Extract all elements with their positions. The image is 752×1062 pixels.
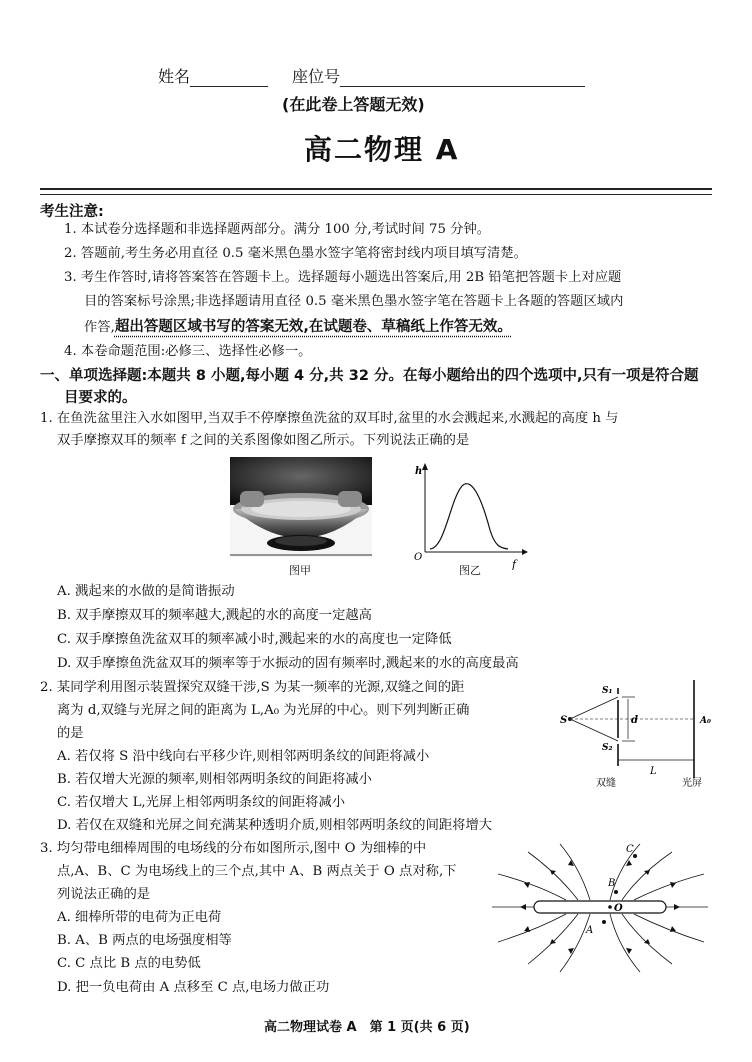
label-O: O	[614, 903, 623, 914]
section-heading: 一、单项选择题:本题共 8 小题,每小题 4 分,共 32 分。在每小题给出的四个选项中,只有一项是符合题	[40, 368, 699, 384]
point-O	[608, 905, 612, 909]
header-rule-thick	[40, 188, 712, 190]
q2-stem-end: 的是	[57, 726, 84, 741]
q3-stem-cont: 点,A、B、C 为电场线上的三个点,其中 A、B 两点关于 O 点对称,下	[57, 864, 457, 879]
fig-a-caption: 图甲	[289, 564, 311, 577]
instruction-emphasis: 超出答题区域书写的答案无效,在试题卷、草稿纸上作答无效。	[114, 319, 512, 335]
name-blank	[190, 68, 268, 87]
origin-label: O	[414, 552, 423, 563]
seat-field	[292, 64, 585, 87]
x-axis-arrow	[522, 549, 528, 555]
seat-label: 座位号	[292, 67, 341, 86]
q3-option-c: C. C 点比 B 点的电势低	[57, 956, 201, 971]
fig-b-caption: 图乙	[459, 564, 481, 577]
label-C: C	[626, 844, 634, 855]
label-S2: S₂	[602, 743, 613, 753]
q1-option-b: B. 双手摩擦双耳的频率越大,溅起的水的高度一定越高	[57, 608, 372, 623]
y-axis-arrow	[422, 463, 428, 470]
instruction-3-tail: 作答,	[84, 320, 115, 335]
resonance-curve	[430, 484, 508, 549]
q2-option-c: C. 若仅增大 L,光屏上相邻两明条纹的间距将减小	[57, 795, 346, 810]
resonance-graph	[400, 460, 530, 570]
label-A0: A₀	[700, 716, 711, 726]
label-L: L	[650, 766, 657, 777]
x-axis-label: f	[512, 558, 517, 570]
label-d: d	[631, 715, 638, 726]
page-title: 高二物理 A	[304, 133, 460, 166]
instruction-4: 4. 本卷命题范围:必修三、选择性必修一。	[64, 344, 312, 359]
label-B: B	[608, 878, 616, 889]
instructions-heading: 考生注意:	[40, 204, 104, 220]
page-footer: 高二物理试卷 A 第 1 页(共 6 页)	[264, 1020, 470, 1035]
q1-stem-cont: 双手摩擦双耳的频率 f 之间的关系图像如图乙所示。下列说法正确的是	[57, 433, 470, 448]
answer-notice: (在此卷上答题无效)	[282, 95, 425, 114]
point-B	[614, 890, 618, 894]
name-label: 姓名	[158, 67, 191, 86]
q2-option-a: A. 若仅将 S 沿中线向右平移少许,则相邻两明条纹的间距将减小	[57, 749, 430, 764]
section-heading-cont: 目要求的。	[64, 390, 137, 406]
label-A: A	[586, 925, 594, 936]
ray-upper	[570, 697, 618, 719]
q3-option-d: D. 把一负电荷由 A 点移至 C 点,电场力做正功	[57, 980, 330, 995]
q3-option-b: B. A、B 两点的电场强度相等	[57, 933, 232, 948]
charged-rod	[534, 901, 666, 913]
q3-option-a: A. 细棒所带的电荷为正电荷	[57, 910, 222, 925]
q3-stem-end: 列说法正确的是	[57, 887, 151, 902]
q1-stem: 1. 在鱼洗盆里注入水如图甲,当双手不停摩擦鱼洗盆的双耳时,盆里的水会溅起来,水溅起的高度 h 与	[40, 411, 619, 426]
name-field	[158, 64, 268, 87]
instruction-2: 2. 答题前,考生务必用直径 0.5 毫米黑色墨水签字笔将密封线内项目填写清楚。	[64, 246, 527, 261]
field-lines-diagram	[490, 838, 712, 980]
q3-stem: 3. 均匀带电细棒周围的电场线的分布如图所示,图中 O 为细棒的中	[40, 841, 427, 856]
instruction-3-end	[84, 316, 512, 339]
instruction-3-cont: 目的答案标号涂黑;非选择题请用直径 0.5 毫米黑色墨水签字笔在答题卡上各题的答题区域内	[84, 294, 624, 309]
header-rule-thin	[40, 194, 712, 195]
ray-lower	[570, 719, 618, 741]
q2-stem: 2. 某同学利用图示装置探究双缝干涉,S 为某一频率的光源,双缝之间的距	[40, 680, 465, 695]
label-screen: 光屏	[682, 778, 702, 788]
label-S: S	[560, 715, 568, 726]
instruction-1: 1. 本试卷分选择题和非选择题两部分。满分 100 分,考试时间 75 分钟。	[64, 222, 491, 237]
seat-blank	[340, 68, 585, 87]
label-S1: S₁	[602, 686, 613, 696]
double-slit-diagram	[560, 676, 720, 788]
basin-photo	[230, 457, 372, 557]
point-A	[602, 920, 606, 924]
instruction-3: 3. 考生作答时,请将答案答在答题卡上。选择题每小题选出答案后,用 2B 铅笔把答题卡上对应题	[64, 270, 622, 285]
label-slits: 双缝	[596, 778, 616, 788]
q2-option-b: B. 若仅增大光源的频率,则相邻两明条纹的间距将减小	[57, 772, 372, 787]
q2-stem-cont: 离为 d,双缝与光屏之间的距离为 L,A₀ 为光屏的中心。则下列判断正确	[57, 703, 470, 718]
q1-option-d: D. 双手摩擦鱼洗盆双耳的频率等于水振动的固有频率时,溅起来的水的高度最高	[57, 656, 519, 671]
q1-option-a: A. 溅起来的水做的是简谐振动	[57, 584, 235, 599]
y-axis-label: h	[415, 466, 423, 477]
q2-option-d: D. 若仅在双缝和光屏之间充满某种透明介质,则相邻两明条纹的间距将增大	[57, 818, 493, 833]
q1-option-c: C. 双手摩擦鱼洗盆双耳的频率减小时,溅起来的水的高度也一定降低	[57, 632, 452, 647]
